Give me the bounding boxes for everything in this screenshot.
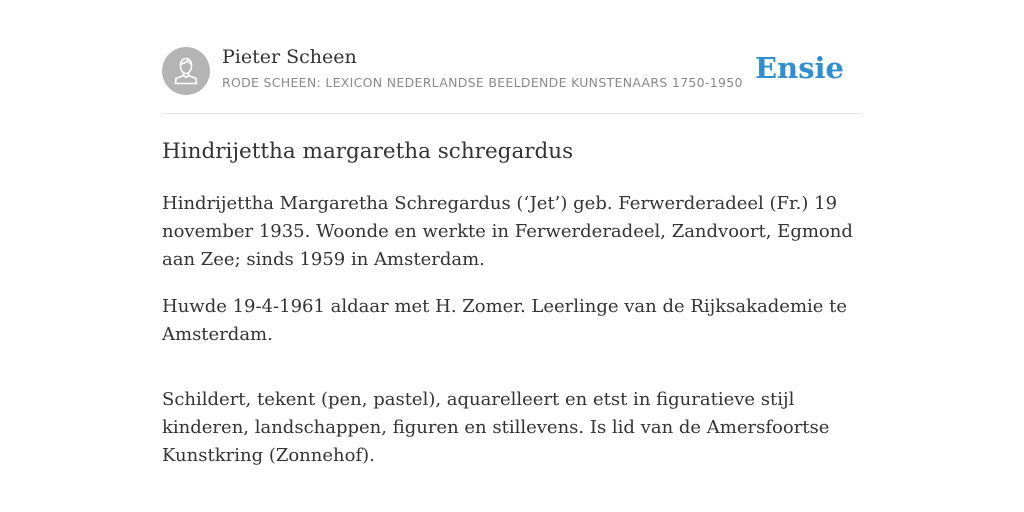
source-title[interactable]: RODE SCHEEN: LEXICON NEDERLANDSE BEELDENDE KUNSTENAARS 1750-1950 (222, 75, 743, 90)
article-body (162, 136, 862, 489)
author-name[interactable]: Pieter Scheen (222, 46, 357, 68)
header-divider (162, 113, 862, 114)
article-title: Hindrijettha margaretha schregardus (162, 139, 574, 164)
user-icon (162, 47, 210, 95)
article-paragraph: Hindrijettha Margaretha Schregardus (‘Jet’) geb. Ferwerderadeel (Fr.) 19 november 1935. Woonde en werkte in Ferwerderadeel, Zandvoort, Egmond aan Zee; sinds 1959 in Amsterdam. (162, 193, 853, 270)
article-header (162, 46, 862, 96)
article-paragraph: Schildert, tekent (pen, pastel), aquarelleert en etst in figuratieve stijl kinderen, landschappen, figuren en stillevens. Is lid van de Amersfoortse Kunstkring (Zonnehof). (162, 389, 830, 466)
author-avatar[interactable] (162, 47, 210, 95)
ensie-logo[interactable]: Ensie (755, 51, 844, 85)
article-paragraph: Huwde 19-4-1961 aldaar met H. Zomer. Leerlinge van de Rijksakademie te Amsterdam. (162, 296, 848, 345)
